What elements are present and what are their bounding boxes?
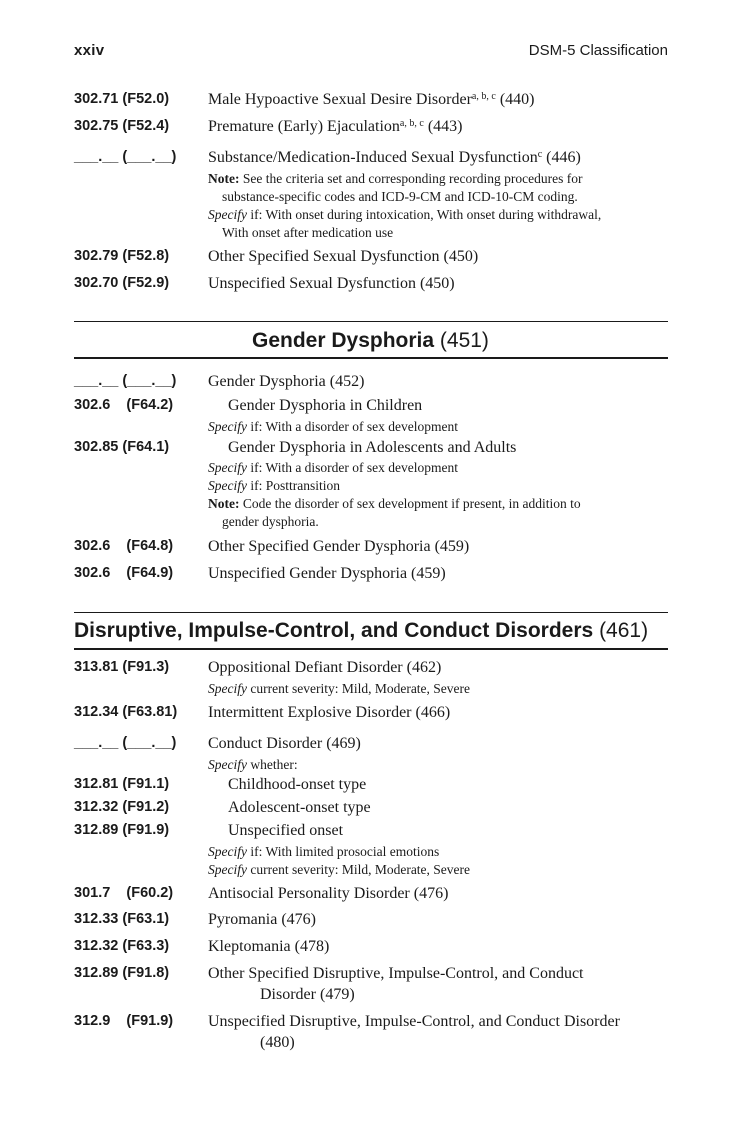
entry-code: ___.__ (___.__) — [74, 735, 177, 751]
entry-name: Other Specified Sexual Dysfunction (450) — [208, 248, 479, 265]
entry-code: 313.81 (F91.3) — [74, 659, 170, 675]
entry-code: ___.__ (___.__) — [74, 373, 177, 389]
section-page: (461) — [599, 619, 649, 642]
entry-code: 302.71 (F52.0) — [74, 91, 170, 107]
entry-name: Gender Dysphoria in Children — [228, 397, 423, 414]
entry-code: 312.89 (F91.9) — [74, 822, 170, 838]
entry-name: Male Hypoactive Sexual Desire Disorder$^{a, b, c}$ (440) — [208, 91, 535, 108]
footnote-marks: a, b, c — [399, 118, 424, 129]
entry-name: Gender Dysphoria in Adolescents and Adults — [228, 439, 517, 456]
entry-name: Premature (Early) Ejaculation$^{a, b, c}$ (443) — [208, 118, 463, 135]
entry-name: Unspecified Disruptive, Impulse-Control, and Conduct Disorder — [208, 1013, 620, 1030]
entry-code: 302.70 (F52.9) — [74, 275, 170, 291]
section-rule-top — [74, 612, 668, 613]
document-page: xxiv DSM-5 Classification 302.71 (F52.0) Male Hypoactive Sexual Desire Disorder$^{a, b, c}$ (440) 302.75 (F52.4) Premature (Early) Ejaculation$^{a, b, c}$ (443) ___.__ (___.__) Substance/Medication-Induced Sexual Dysfunction$^c$ (446) Note: See the criteria set and corresponding recording procedures for substance-specific codes and ICD-9-CM and ICD-10-CM coding. Specify if: With onset during intoxication, With onset during withdrawal, With onset after medication use 302.79 (F52.8) Other Specified Sexual Dysfunction (450) 302.70 (F52.9) Unspecified Sexual Dysfunction (450) Gender Dysphoria (451) ___.__ (___.__) Gender Dysphoria (452) 302.6 (F64.2) Gender Dysphoria in Children Specify if: With a disorder of sex development 302.85 (F64.1) Gender Dysphoria in Adolescents and Adults Specify if: With a disorder of sex development Specify if: Posttransition Note: Code the disorder of sex development if present, in addition to gender dysphoria. 302.6 (F64.8) Other Specified Gender Dysphoria (459) 302.6 (F64.9) Unspecified Gender Dysphoria (459) Disruptive, Impulse-Control, and Conduct Disorders (461) 313.81 (F91.3) Oppositional Defiant Disorder (462) Specify current severity: Mild, Moderate, Severe 312.34 (F63.81) Intermittent Explosive Disorder (466) ___.__ (___.__) Conduct Disorder (469) Specify whether: 312.81 (F91.1) Childhood-onset type 312.32 (F91.2) Adolescent-onset type 312.89 (F91.9) Unspecified onset Specify if: With limited prosocial emotions Specify current severity: Mild, Moderate, Severe 301.7 (F60.2) Antisocial Personality Disorder (476) 312.33 (F63.1) Pyromania (476) 312.32 (F63.3) Kleptomania (478) 312.89 (F91.8) Other Specified Disruptive, Impulse-Control, and Conduct Disorder (479) 312.9 (F91.9) Unspecified Disruptive, Impulse-Control, and Conduct Disorder (480) — [74, 42, 668, 1051]
section-page: (451) — [439, 329, 489, 352]
entry-code: 312.34 (F63.81) — [74, 704, 178, 720]
entry-code: ___.__ (___.__) — [74, 149, 177, 165]
entry-code: 302.6 (F64.8) — [74, 538, 174, 554]
entry-name: Substance/Medication-Induced Sexual Dysfunction$^c$ (446) — [208, 149, 581, 166]
entry-name: Unspecified Sexual Dysfunction (450) — [208, 275, 455, 292]
page-number: xxiv — [74, 42, 105, 59]
entry-name: Gender Dysphoria (452) — [208, 373, 365, 390]
footnote-marks: c — [537, 149, 543, 160]
entry-name: Childhood-onset type — [228, 776, 367, 793]
entry-code: 302.75 (F52.4) — [74, 118, 170, 134]
entry-code: 302.6 (F64.2) — [74, 397, 174, 413]
entry-code: 302.85 (F64.1) — [74, 439, 170, 455]
entry-name: Oppositional Defiant Disorder (462) — [208, 659, 442, 676]
entry-name: Antisocial Personality Disorder (476) — [208, 885, 449, 902]
entry-name: Other Specified Disruptive, Impulse-Control, and Conduct — [208, 965, 584, 982]
entry-name: Pyromania (476) — [208, 911, 316, 928]
entry-name: Unspecified onset — [228, 822, 344, 839]
entry-code: 302.6 (F64.9) — [74, 565, 174, 581]
entry-name: Adolescent-onset type — [228, 799, 371, 816]
entry-code: 312.32 (F91.2) — [74, 799, 170, 815]
section-title: Gender Dysphoria — [252, 329, 435, 352]
entry-name: Other Specified Gender Dysphoria (459) — [208, 538, 470, 555]
section-rule-bottom — [74, 357, 668, 359]
entry-code: 312.89 (F91.8) — [74, 965, 170, 981]
section-rule-top — [74, 321, 668, 322]
entry-name: Intermittent Explosive Disorder (466) — [208, 704, 451, 721]
footnote-marks: a, b, c — [471, 91, 496, 102]
entry-name: Kleptomania (478) — [208, 938, 330, 955]
entry-code: 302.79 (F52.8) — [74, 248, 170, 264]
entry-code: 312.81 (F91.1) — [74, 776, 170, 792]
entry-code: 301.7 (F60.2) — [74, 885, 174, 901]
entry-name: Conduct Disorder (469) — [208, 735, 361, 752]
section-title: Disruptive, Impulse-Control, and Conduct Disorders — [74, 619, 594, 642]
entry-code: 312.32 (F63.3) — [74, 938, 170, 954]
running-title: DSM-5 Classification — [528, 42, 668, 59]
entry-code: 312.33 (F63.1) — [74, 911, 170, 927]
entry-code: 312.9 (F91.9) — [74, 1013, 174, 1029]
section-rule-bottom — [74, 648, 668, 650]
entry-name: Unspecified Gender Dysphoria (459) — [208, 565, 446, 582]
